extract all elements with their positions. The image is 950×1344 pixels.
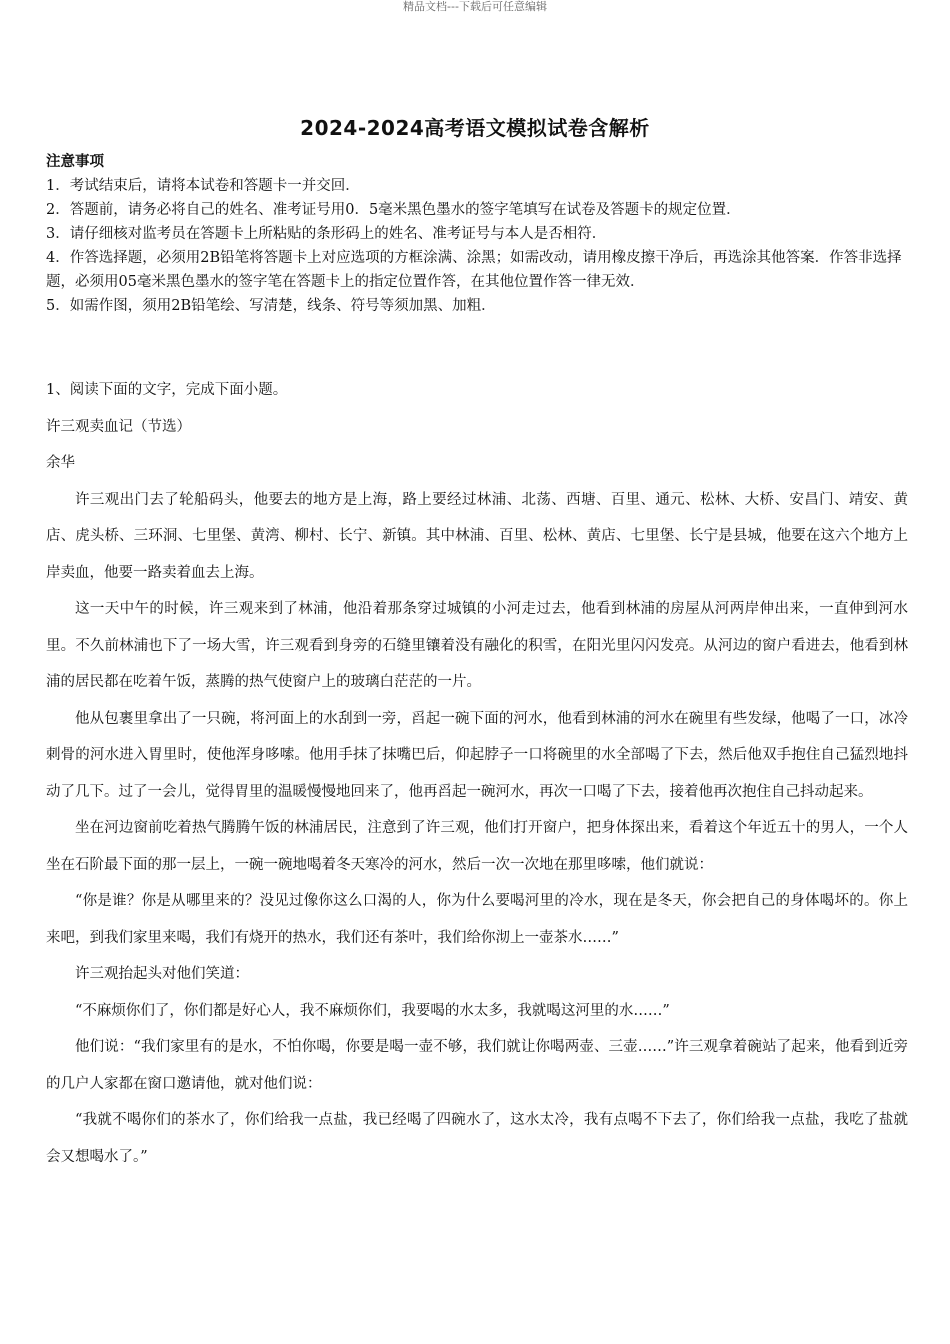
- passage-title: 许三观卖血记（节选）: [46, 418, 191, 435]
- question-intro: 1、阅读下面的文字，完成下面小题。: [46, 382, 288, 398]
- passage-paragraph: “不麻烦你们了，你们都是好心人，我不麻烦你们，我要喝的水太多，我就喝这河里的水……”: [75, 1002, 670, 1019]
- passage-paragraph: “你是谁？你是从哪里来的？没见过像你这么口渴的人，你为什么要喝河里的冷水，现在是冬天，你会把自己的身体喝坏的。你上来吧，到我们家里来喝，我们有烧开的热水，我们还有茶叶，我们给你沏上一壶茶水……”: [46, 893, 908, 946]
- page-title: 2024-2024高考语文模拟试卷含解析: [300, 116, 650, 140]
- notice-heading: 注意事项: [46, 153, 104, 170]
- notice-item: 4．作答选择题，必须用2B铅笔将答题卡上对应选项的方框涂满、涂黑；如需改动，请用橡皮擦干净后，再选涂其他答案．作答非选择题，必须用05毫米黑色墨水的签字笔在答题卡上的指定位置作答，在其他位置作答一律无效．: [46, 250, 902, 290]
- page-header-note: 精品文档---下载后可任意编辑: [403, 0, 547, 13]
- passage-paragraph: “我就不喝你们的茶水了，你们给我一点盐，我已经喝了四碗水了，这水太冷，我有点喝不下去了，你们给我一点盐，我吃了盐就会又想喝水了。”: [46, 1112, 908, 1165]
- reading-section: [46, 372, 908, 1175]
- notice-item: 5．如需作图，须用2B铅笔绘、写清楚，线条、符号等须加黑、加粗．: [46, 298, 496, 314]
- passage-paragraph: 坐在河边窗前吃着热气腾腾午饭的林浦居民，注意到了许三观，他们打开窗户，把身体探出来，看着这个年近五十的男人，一个人坐在石阶最下面的那一层上，一碗一碗地喝着冬天寒冷的河水，然后一次一次地在那里哆嗦，他们就说：: [46, 820, 908, 873]
- notice-item: 2．答题前，请务必将自己的姓名、准考证号用0．5毫米黑色墨水的签字笔填写在试卷及答题卡的规定位置．: [46, 202, 741, 218]
- passage-paragraph: 许三观出门去了轮船码头，他要去的地方是上海，路上要经过林浦、北荡、西塘、百里、通元、松林、大桥、安昌门、靖安、黄店、虎头桥、三环洞、七里堡、黄湾、柳村、长宁、新镇。其中林浦、百里、松林、黄店、七里堡、长宁是县城，他要在这六个地方上岸卖血，他要一路卖着血去上海。: [46, 491, 908, 581]
- passage-paragraph: 这一天中午的时候，许三观来到了林浦，他沿着那条穿过城镇的小河走过去，他看到林浦的房屋从河两岸伸出来，一直伸到河水里。不久前林浦也下了一场大雪，许三观看到身旁的石缝里镶着没有融化的积雪，在阳光里闪闪发亮。从河边的窗户看进去，他看到林浦的居民都在吃着午饭，蒸腾的热气使窗户上的玻璃白茫茫的一片。: [46, 601, 908, 690]
- notice-item: 3．请仔细核对监考员在答题卡上所粘贴的条形码上的姓名、准考证号与本人是否相符．: [46, 226, 607, 242]
- notice-section: [46, 150, 908, 318]
- passage-paragraph: 他从包裹里拿出了一只碗，将河面上的水刮到一旁，舀起一碗下面的河水，他看到林浦的河水在碗里有些发绿，他喝了一口，冰冷刺骨的河水进入胃里时，使他浑身哆嗦。他用手抹了抹嘴巴后，仰起脖子一口将碗里的水全部喝了下去，然后他双手抱住自己猛烈地抖动了几下。过了一会儿，觉得胃里的温暖慢慢地回来了，他再舀起一碗河水，再次一口喝了下去，接着他再次抱住自己抖动起来。: [46, 710, 908, 800]
- passage-author: 余华: [46, 455, 75, 471]
- passage-paragraph: 许三观抬起头对他们笑道：: [75, 966, 249, 982]
- notice-item: 1．考试结束后，请将本试卷和答题卡一并交回．: [46, 178, 360, 194]
- passage-paragraph: 他们说：“我们家里有的是水，不怕你喝，你要是喝一壶不够，我们就让你喝两壶、三壶……”许三观拿着碗站了起来，他看到近旁的几户人家都在窗口邀请他，就对他们说：: [46, 1039, 908, 1092]
